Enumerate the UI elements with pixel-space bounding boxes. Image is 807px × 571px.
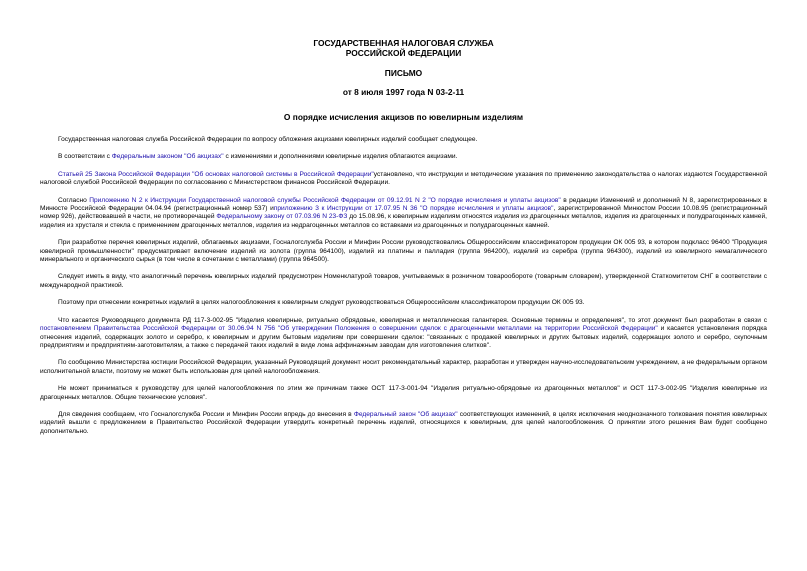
paragraph-3 bbox=[40, 171, 767, 188]
text-span: до 15.08.96, к ювелирным изделиям относятся изделия из драгоценных металлов, изделия из драгоценных и полудрагоценных камней, изделия из хрусталя и стекла с применением драгоценных металлов, изделия из недрагоценных металлов со вставками из драгоценных и полудрагоценных камней. bbox=[40, 213, 767, 229]
text-span: В соответствии с bbox=[58, 153, 112, 161]
text-span: Согласно bbox=[58, 196, 90, 204]
paragraph-2 bbox=[40, 153, 767, 161]
paragraph-5: При разработке перечня ювелирных изделий, облагаемых акцизами, Госналогслужба России и Минфин России руководствовались Общероссийским классификатором продукции ОК 005 93, в котором подкласс 96400 "Продукция ювелирной промышленности" предусматривает включение изделий из золота (группа 964100), изделий из платины и палладия (группа 964200), изделий из серебра (группа 964300), изделий из ювелирного немагалического минерального и органического сырья (в том числе в сочетании с металлами) (группа 964500). bbox=[40, 239, 767, 264]
link-appendix-2[interactable]: Приложению N 2 к Инструкции Государственной налоговой службы Российской Федерации от 09.12.91 N 2 "О порядке исчисления и уплаты акцизов" bbox=[89, 196, 561, 204]
text-span: с изменениями и дополнениями ювелирные изделия облагаются акцизами. bbox=[223, 153, 458, 161]
link-government-756[interactable]: Правительства Российской Федерации от 30.06.94 N 756 "Об утверждении Положения о совершении сделок с драгоценными металлами на территории Российской Федерации" bbox=[93, 325, 658, 333]
document-title: О порядке исчисления акцизов по ювелирным изделиям bbox=[283, 112, 524, 122]
text-span: и касается установления порядка отнесения изделий, содержащих золото и серебро, к ювелирным и другим бытовым изделиям при совершении сделок: "связанных с продажей ювелирных и других бытовых изделий, содержащих золото и серебро, скупочным предприятиям и предприятиям-заготовителям, а также с передачей таких изделий в виде лома аффинажным заводам для изготовления слитков". bbox=[40, 325, 767, 349]
text-span: в редакции Изменений и дополнений N 8, зарегистрированных в Минюсте Российской Федерации 04.04.94 (регистрационный номер 537) и bbox=[40, 196, 767, 213]
link-resolution[interactable]: постановлением bbox=[40, 325, 91, 333]
link-law-on-excises-2[interactable]: Федеральный закон "Об акцизах" bbox=[353, 410, 458, 418]
link-federal-law-23fz[interactable]: Федеральному закону от 07.03.96 N 23-ФЗ bbox=[216, 213, 348, 221]
text-span: установлено, что инструкции и методические указания по применению законодательства о налогах издаются Государственной налоговой службой Российской Федерации по согласованию с Министерством финансов Российской Федерации. bbox=[40, 170, 767, 187]
paragraph-6: Следует иметь в виду, что аналогичный перечень ювелирных изделий предусмотрен Номенклатурой товаров, учитываемых в розничном товарообороте (товарным словарем), утвержденной Статкомитетом СНГ в соответствии с международной практикой. bbox=[40, 273, 767, 289]
org-name-line2: РОССИЙСКОЙ ФЕДЕРАЦИИ bbox=[345, 48, 462, 58]
paragraph-10: Не может приниматься к руководству для целей налогообложения по этим же причинам также ОСТ 117-3-001-94 "Изделия ритуально-обрядовые из драгоценных металлов" и ОСТ 117-3-002-95 "Изделия ювелирные из драгоценных металлов. Общие технические условия". bbox=[40, 385, 767, 401]
paragraph-4 bbox=[40, 197, 767, 231]
document-header bbox=[40, 38, 767, 97]
paragraph-1: Государственная налоговая служба Российской Федерации по вопросу обложения акцизами ювелирных изделий сообщает следующее. bbox=[58, 136, 478, 143]
paragraph-9: По сообщению Министерства юстиции Российской Федерации, указанный Руководящий документ носит рекомендательный характер, разработан и утвержден научно-исследовательским учреждением, а не федеральным органом исполнительной власти, поэтому не может быть использован для целей налогообложения. bbox=[40, 359, 767, 375]
link-law-on-excises[interactable]: Федеральным законом "Об акцизах" bbox=[111, 153, 224, 161]
paragraph-8 bbox=[40, 317, 767, 351]
link-article-25[interactable]: Статьей 25 Закона Российской Федерации "Об основах налоговой системы в Российской Федерации" bbox=[58, 170, 374, 178]
org-name-line1: ГОСУДАРСТВЕННАЯ НАЛОГОВАЯ СЛУЖБА bbox=[313, 38, 494, 48]
paragraph-11 bbox=[40, 411, 767, 436]
text-span: , зарегистрированной Минюстом России 10.08.95 (регистрационный номер 926), действовавшей в части, не противоречащей bbox=[40, 205, 768, 221]
text-span: Для сведения сообщаем, что Госналогслужба России и Минфин России впредь до внесения в bbox=[58, 410, 354, 418]
doc-type: ПИСЬМО bbox=[384, 68, 423, 78]
doc-date: от 8 июля 1997 года N 03-2-11 bbox=[342, 87, 465, 97]
paragraph-7: Поэтому при отнесении конкретных изделий в целях налогообложения к ювелирным следует руководствоваться Общероссийским классификатором продукции ОК 005 93. bbox=[58, 299, 585, 307]
text-span: Что касается Руководящего документа РД 117-3-002-95 "Изделия ювелирные, ритуально обрядовые, ювелирная и металлическая галантерея. Основные термины и определения", то этот документ был разработан в связи с bbox=[58, 316, 767, 324]
link-appendix-3[interactable]: приложению 3 к Инструкции от 17.07.95 N 36 "О порядке исчисления и уплаты акцизов" bbox=[273, 205, 554, 213]
text-span: соответствующих изменений, в целях исключения неоднозначного толкования понятия ювелирных изделий вышли с предложением в Правительство Российской Федерации утвердить конкретный перечень изделий, относящихся к ювелирным, для целей налогообложения. О принятии этого решения Вам будет сообщено дополнительно. bbox=[40, 410, 767, 435]
